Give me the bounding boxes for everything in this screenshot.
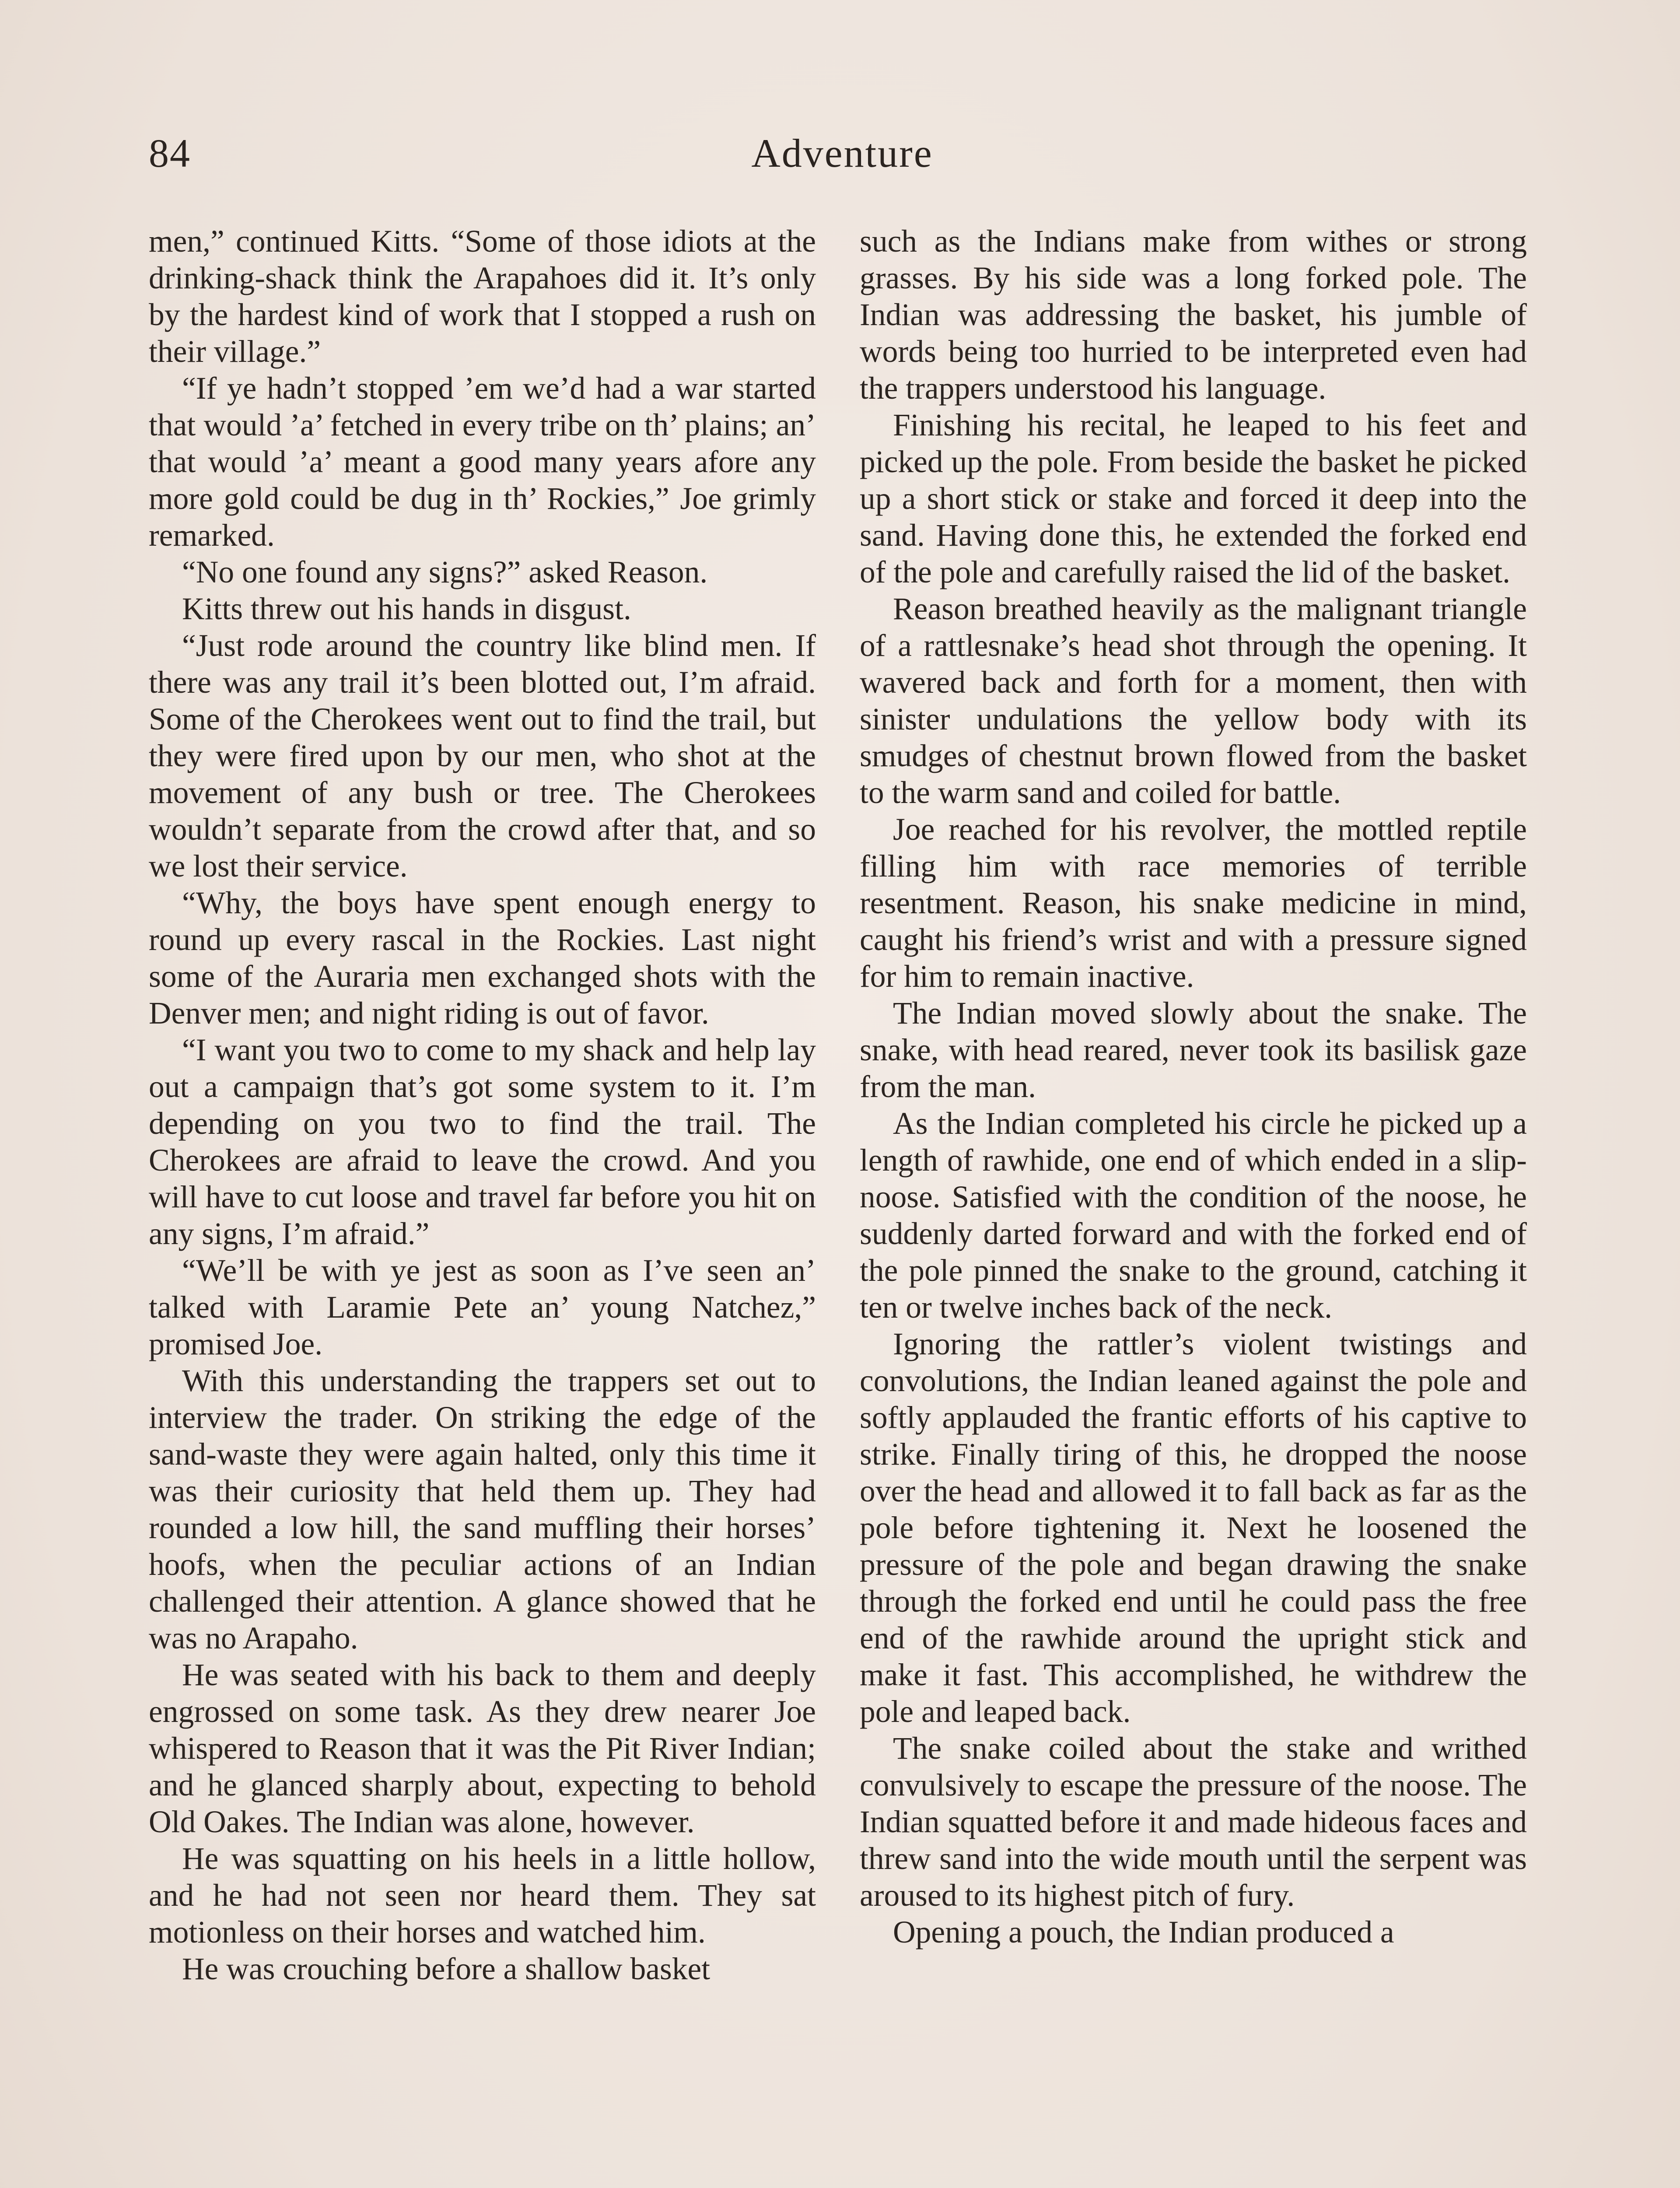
- paragraph: The Indian moved slowly about the snake. The snake, with head reared, never took its basilisk gaze from the man.: [860, 996, 1527, 1104]
- text-column-left: [149, 223, 816, 1988]
- paragraph: “Just rode around the country like blind men. If there was any trail it’s been blotted out, I’m afraid. Some of the Cherokees went out to find the trail, but they were fired upon by our men, who shot at the movement of any bush or tree. The Cherokees wouldn’t separate from the crowd after that, and so we lost their service.: [149, 628, 816, 884]
- paragraph: As the Indian completed his circle he picked up a length of rawhide, one end of which ended in a slip-noose. Satisfied with the condition of the noose, he suddenly darted forward and with the forked end of the pole pinned the snake to the ground, catching it ten or twelve inches back of the neck.: [860, 1106, 1527, 1325]
- paragraph: Reason breathed heavily as the malignant triangle of a rattlesnake’s head shot through the opening. It wavered back and forth for a moment, then with sinister undulations the yellow body with its smudges of chestnut brown flowed from the basket to the warm sand and coiled for battle.: [860, 592, 1527, 810]
- page-header: [149, 127, 1536, 184]
- paragraph: “We’ll be with ye jest as soon as I’ve seen an’ talked with Laramie Pete an’ young Natchez,” promised Joe.: [149, 1253, 816, 1361]
- paragraph: “If ye hadn’t stopped ’em we’d had a war started that would ’a’ fetched in every tribe on th’ plains; an’ that would ’a’ meant a good many years afore any more gold could be dug in th’ Rockies,” Joe grimly remarked.: [149, 371, 816, 553]
- paragraph: He was squatting on his heels in a little hollow, and he had not seen nor heard them. They sat motionless on their horses and watched him.: [149, 1841, 816, 1950]
- paragraph: “Why, the boys have spent enough energy to round up every rascal in the Rockies. Last night some of the Auraria men exchanged shots with the Denver men; and night riding is out of favor.: [149, 886, 816, 1031]
- paragraph: Finishing his recital, he leaped to his feet and picked up the pole. From beside the basket he picked up a short stick or stake and forced it deep into the sand. Having done this, he extended the forked end of the pole and carefully raised the lid of the basket.: [860, 408, 1527, 589]
- paragraph: Kitts threw out his hands in disgust.: [182, 592, 631, 626]
- paragraph: The snake coiled about the stake and writhed convulsively to escape the pressure of the noose. The Indian squatted before it and made hideous faces and threw sand into the wide mouth until the serpent was aroused to its highest pitch of fury.: [860, 1731, 1527, 1913]
- paragraph: “No one found any signs?” asked Reason.: [182, 555, 708, 589]
- running-head-title: Adventure: [751, 131, 933, 175]
- paragraph: “I want you two to come to my shack and help lay out a campaign that’s got some system to it. I’m depending on you two to find the trail. The Cherokees are afraid to leave the crowd. And you will have to cut loose and travel far before you hit on any signs, I’m afraid.”: [149, 1033, 816, 1251]
- text-column-right: [860, 223, 1527, 1951]
- page-number: 84: [149, 131, 191, 175]
- paragraph: He was seated with his back to them and deeply engrossed on some task. As they drew nearer Joe whispered to Reason that it was the Pit River Indian; and he glanced sharply about, expecting to behold Old Oakes. The Indian was alone, however.: [149, 1658, 816, 1839]
- paragraph: Ignoring the rattler’s violent twistings and convolutions, the Indian leaned against the pole and softly applauded the frantic efforts of his captive to strike. Finally tiring of this, he dropped the noose over the head and allowed it to fall back as far as the pole before tightening it. Next he loosened the pressure of the pole and began drawing the snake through the forked end until he could pass the free end of the rawhide around the upright stick and make it fast. This accomplished, he withdrew the pole and leaped back.: [860, 1327, 1527, 1729]
- paragraph: such as the Indians make from withes or strong grasses. By his side was a long forked pole. The Indian was addressing the basket, his jumble of words being too hurried to be interpreted even had the trappers understood his language.: [860, 224, 1527, 406]
- paragraph: With this understanding the trappers set out to interview the trader. On striking the edge of the sand-waste they were again halted, only this time it was their curiosity that held them up. They had rounded a low hill, the sand muffling their horses’ hoofs, when the peculiar actions of an Indian challenged their attention. A glance showed that he was no Arapaho.: [149, 1364, 816, 1655]
- paragraph: Opening a pouch, the Indian produced a: [893, 1915, 1394, 1950]
- paragraph: men,” continued Kitts. “Some of those idiots at the drinking-shack think the Arapahoes did it. It’s only by the hardest kind of work that I stopped a rush on their village.”: [149, 224, 816, 369]
- paragraph: He was crouching before a shallow basket: [182, 1952, 710, 1986]
- paragraph: Joe reached for his revolver, the mottled reptile filling him with race memories of terrible resentment. Reason, his snake medicine in mind, caught his friend’s wrist and with a pressure signed for him to remain inactive.: [860, 812, 1527, 994]
